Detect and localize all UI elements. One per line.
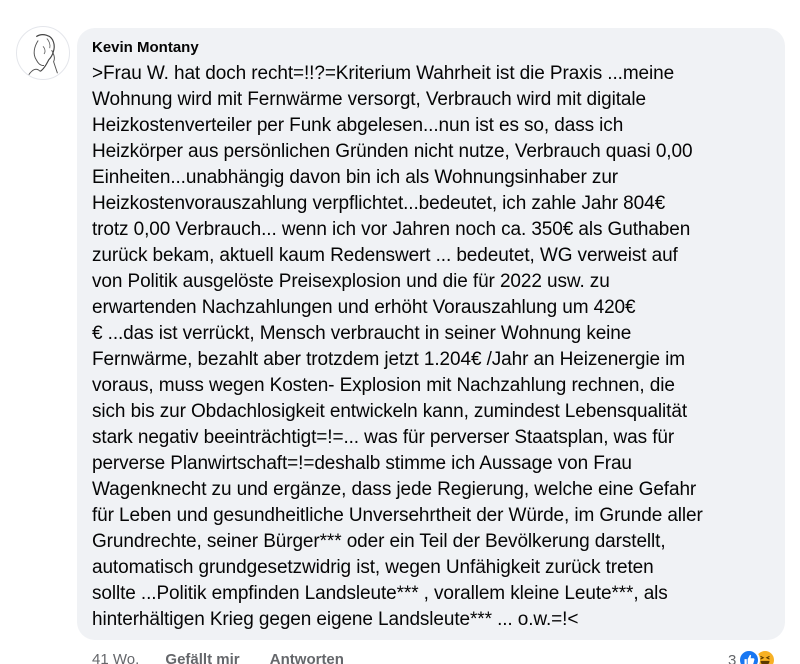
comment-timestamp[interactable]: 41 Wo. <box>92 651 140 664</box>
reaction-count: 3 <box>728 651 737 664</box>
comment-text: >Frau W. hat doch recht=!!?=Kriterium Wahrheit ist die Praxis ...meine Wohnung wird mit Fernwärme versorgt, Verbrauch wird mit digitale Heizkostenverteiler per Funk abgelesen...nun ist es so, dass ich Heizkörper aus persönlichen Gründen nicht nutze, Verbrauch quasi 0,00 Einheiten...unabhängig davon bin ich als Wohnungsinhaber zur Heizkostenvorauszahlung verpflichtet...bedeutet, ich zahle Jahr 804€ trotz 0,00 Verbrauch... wenn ich vor Jahren noch ca. 350€ als Guthaben zurück bekam, aktuell kaum Redenswert ... bedeutet, WG verweist auf von Politik ausgelöste Preisexplosion und die für 2022 usw. zu erwartenden Nachzahlungen und erhöht Vorauszahlung um 420€ € ...das ist verrückt, Mensch verbraucht in seiner Wohnung keine Fernwärme, bezahlt aber trotzdem jetzt 1.204€ /Jahr an Heizenergie im voraus, muss wegen Kosten- Explosion mit Nachzahlung rechnen, die sich bis zur Obdachlosigkeit entwickeln kann, zumindest Lebensqualität stark negativ beeinträchtigt=!=... was für perverser Staatsplan, was für perverse Planwirtschaft=!=deshalb stimme ich Aussage von Frau Wagenknecht zu und ergänze, dass jede Regierung, welche eine Gefahr für Leben und gesundheitliche Unversehrtheit der Würde, im Grunde aller Grundrechte, seiner Bürger*** oder ein Teil der Bevölkerung darstellt, automatisch grundgesetzwidrig ist, wegen Unfähigkeit zurück treten sollte ...Politik empfinden Landsleute*** , vorallem kleine Leute***, als hinterhältigen Krieg gegen eigene Landsleute*** ... o.w.=!< <box>92 63 703 630</box>
avatar[interactable] <box>16 26 70 80</box>
comment-actions <box>92 650 344 664</box>
like-icon <box>738 649 760 664</box>
sketch-portrait-icon <box>17 27 69 79</box>
reaction-summary[interactable] <box>728 648 776 664</box>
comment-bubble <box>77 28 785 640</box>
reply-button[interactable]: Antworten <box>269 651 344 664</box>
like-button[interactable]: Gefällt mir <box>165 651 240 664</box>
comment-author[interactable]: Kevin Montany <box>92 39 199 56</box>
